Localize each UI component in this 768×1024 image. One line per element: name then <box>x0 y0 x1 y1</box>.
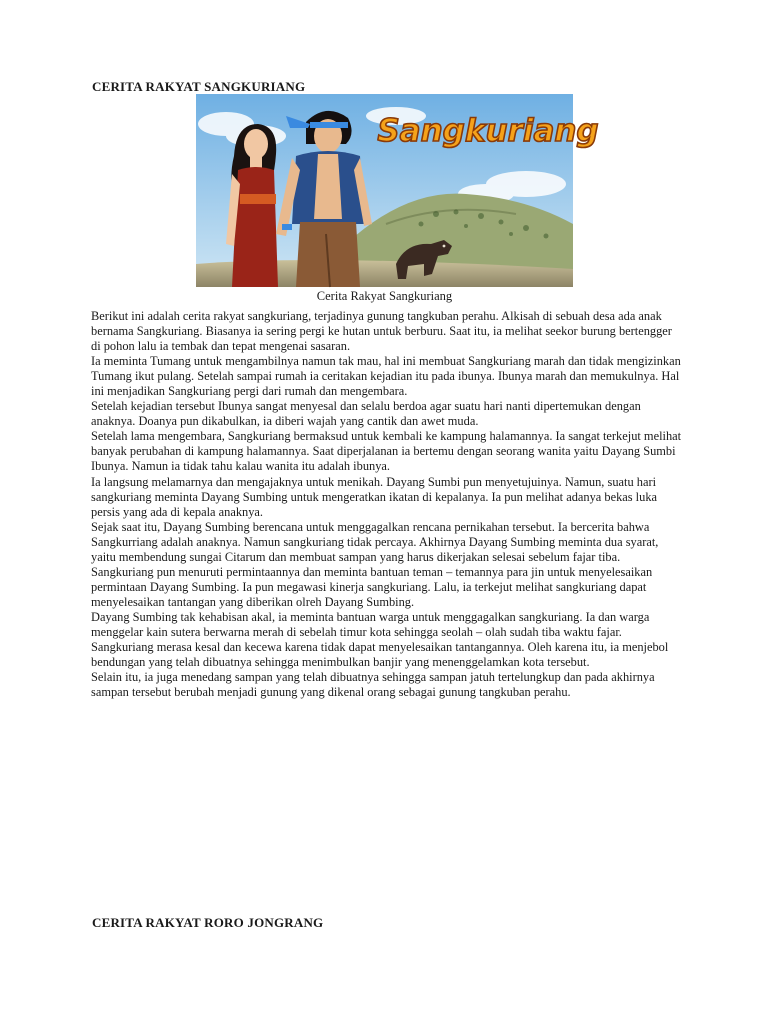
story-body <box>91 309 683 700</box>
paragraph: Sangkuriang merasa kesal dan kecewa karena tidak dapat menyelesaikan tantangannya. Oleh karena itu, ia menjebol bendungan yang telah dibuatnya sehingga menimbulkan banjir yang menenggelamkan kota tersebut. <box>91 640 669 670</box>
paragraph: Ia langsung melamarnya dan mengajaknya untuk menikah. Dayang Sumbi pun menyetujuinya. Namun, suatu hari sangkuriang meminta Dayang Sumbing untuk mengeratkan ikatan di kepalanya. Ia pun melihat adanya bekas luka persis yang ada di kepala anaknya. <box>91 474 658 519</box>
paragraph: Sangkuriang pun menuruti permintaannya dan meminta bantuan teman – temannya para jin untuk menyelesaikan permintaan Dayang Sumbing. Ia pun megawasi kinerja sangkuriang. Lalu, ia terkejut melihat sangkuriang dapat menyelesaikan tantangan yang diberikan olreh Dayang Sumbing. <box>91 564 653 609</box>
paragraph: Dayang Sumbing tak kehabisan akal, ia meminta bantuan warga untuk menggagalkan sangkuriang. Ia dan warga menggelar kain sutera berwarna merah di sebelah timur kota sehingga seolah – olah sudah tiba waktu fajar. <box>91 609 650 639</box>
paragraph: Ia meminta Tumang untuk mengambilnya namun tak mau, hal ini membuat Sangkuriang marah dan tidak mengizinkan Tumang ikut pulang. Setelah sampai rumah ia ceritakan kejadian itu pada ibunya. Ibunya marah dan memukulnya. Hal ini menjadikan Sangkuriang pergi dari rumah dan mengembara. <box>91 354 681 399</box>
story-illustration <box>196 94 599 287</box>
paragraph: Setelah kejadian tersebut Ibunya sangat menyesal dan selalu berdoa agar suatu hari nanti dipertemukan dengan anaknya. Doanya pun dikabulkan, ia diberi wajah yang cantik dan awet muda. <box>91 399 641 429</box>
paragraph: Selain itu, ia juga menedang sampan yang telah dibuatnya sehingga sampan jatuh tertelungkup dan pada akhirnya sampan tersebut berubah menjadi gunung yang dikenal orang sebagai gunung tangkuban perahu. <box>91 670 655 700</box>
sangkuriang-logo-text: Sangkuriang <box>377 113 599 149</box>
paragraph: Berikut ini adalah cerita rakyat sangkuriang, terjadinya gunung tangkuban perahu. Alkisah di sebuah desa ada anak bernama Sangkuriang. Biasanya ia sering pergi ke hutan untuk berburu. Saat itu, ia melihat seekor burung bertengger di pohon lalu ia tembak dan tepat mengenai sasaran. <box>91 309 672 354</box>
story-heading-sangkuriang: CERITA RAKYAT SANGKURIANG <box>92 79 306 94</box>
paragraph: Setelah lama mengembara, Sangkuriang bermaksud untuk kembali ke kampung halamannya. Ia sangat terkejut melihat banyak perubahan di kampung halamannya. Saat diperjalanan ia bertemu dengan seorang wanita yaitu Dayang Sumbi Ibunya. Namun ia tidak tahu kalau wanita itu adalah ibunya. <box>91 429 682 474</box>
paragraph: Sejak saat itu, Dayang Sumbing berencana untuk menggagalkan rencana pernikahan tersebut. Ia bercerita bahwa Sangkurriang adalah anaknya. Namun sangkuriang tidak percaya. Akhirnya Dayang Sumbing meminta dua syarat, yaitu membendung sungai Citarum dan membuat sampan yang harus dikerjakan selesai sebelum fajar tiba. <box>91 519 659 564</box>
figure-caption: Cerita Rakyat Sangkuriang <box>316 289 453 303</box>
story-heading-roro-jongrang: CERITA RAKYAT RORO JONGRANG <box>92 915 324 930</box>
sangkuriang-illustration-image <box>196 94 599 287</box>
